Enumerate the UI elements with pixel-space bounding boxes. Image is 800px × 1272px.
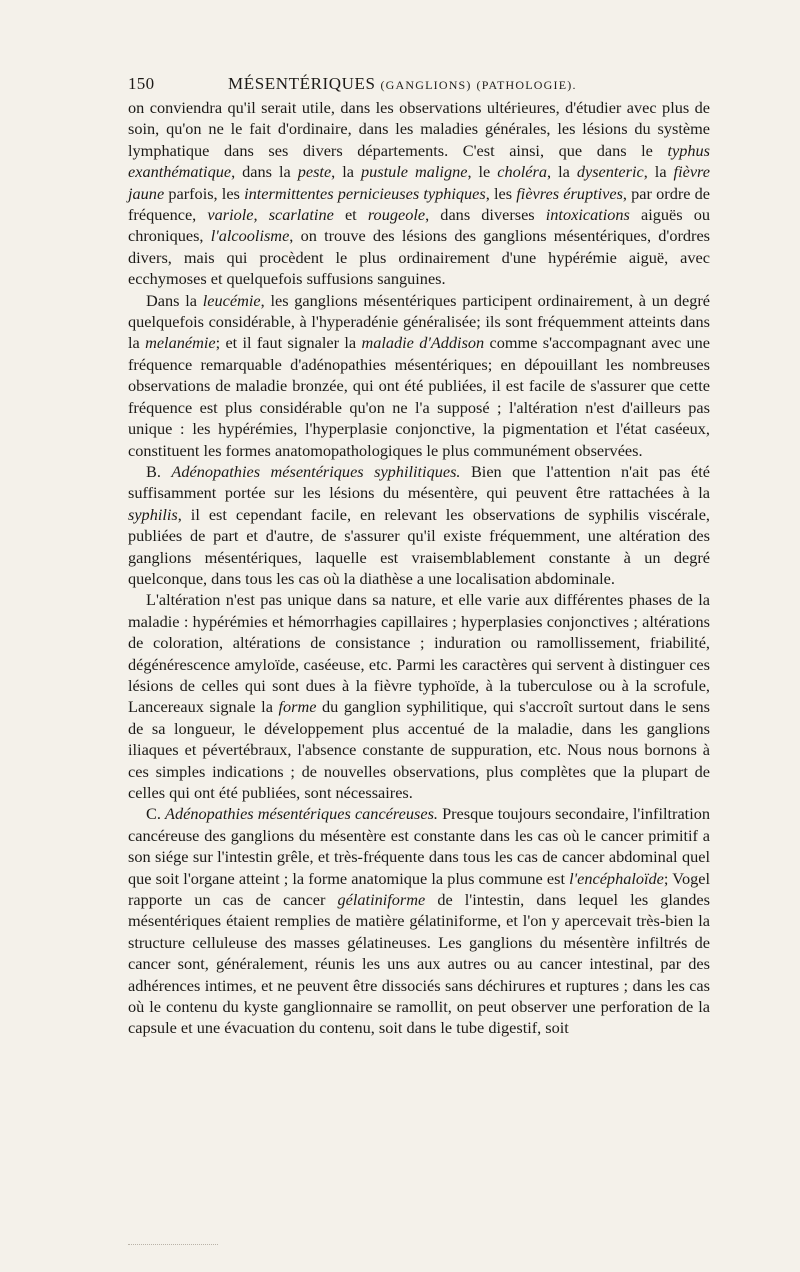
footer-rule [128, 1244, 218, 1245]
text-segment: on conviendra qu'il serait utile, dans les observations ultérieures, d'étudier avec plus de soin, qu'on ne le fait d'ordinaire, dans les maladies générales, les lésions du système lymphatique dans ses divers départements. C'est ainsi, que dans le [128, 98, 710, 160]
italic-text: Adénopathies mésentériques syphilitiques. [171, 461, 461, 481]
italic-text: fièvres éruptives [516, 183, 623, 203]
running-title-sub2: (PATHOLOGIE). [476, 78, 577, 92]
running-title [228, 74, 577, 94]
text-segment: , par ordre de fréquence, [128, 183, 711, 225]
text-segment: ; Vogel rapporte un cas de cancer [128, 868, 710, 910]
text-segment: parfois, les [164, 183, 245, 203]
text-segment: , la [331, 162, 361, 182]
italic-text: variole, scarlatine [207, 205, 334, 225]
italic-text: rougeole [367, 205, 426, 225]
text-segment: , il est cependant facile, en relevant les observations de syphilis viscérale, publiées de part et d'autre, de s'assurer qu'il existe fréquemment, une altération des ganglions mésentériques, laquelle est vraisemblablement constante à un degré quelconque, dans tous les cas où la diathèse a une localisation abdominale. [128, 504, 710, 588]
text-segment: , les ganglions mésentériques participent ordinairement, à un degré quelquefois considérable, à l'hyperadénie généralisée; ils sont fréquemment atteints dans la [128, 290, 710, 353]
text-segment: , on trouve des lésions des ganglions mésentériques, d'ordres divers, mais qui procèdent le plus ordinairement d'une hypérémie aiguë, avec ecchymoses et quelquefois suffusions sanguines. [128, 226, 711, 289]
italic-text: maladie d'Addison [361, 333, 485, 353]
italic-text: l'alcoolisme [210, 226, 290, 246]
text-segment: B. [146, 461, 172, 481]
italic-text: peste [297, 162, 332, 182]
text-segment: de l'intestin, dans lequel les glandes mésentériques étaient remplies de matière gélatiniforme, et l'on y apercevait très-bien la structure celluleuse des masses gélatineuses. Les ganglions du mésentère infiltrés de cancer sont, généralement, réunis les uns aux autres ou au cancer intestinal, par des adhérences intimes, et ne peuvent être dissociés sans déchirures et ruptures ; dans les cas où le contenu du kyste ganglionnaire se ramollit, on peut observer une perforation de la capsule et une évacuation du contenu, soit dans le tube digestif, soit [128, 890, 710, 1038]
italic-text: melanémie [145, 333, 216, 353]
text-segment: , la [643, 162, 674, 182]
italic-text: syphilis [128, 504, 178, 524]
text-segment: , dans diverses [425, 205, 546, 225]
text-segment: L'altération n'est pas unique dans sa nature, et elle varie aux différentes phases de la maladie : hypérémies et hémorrhagies capillaires ; hyperplasies conjonctives ; altérations de coloration, altérations de consistance ; induration ou ramollissement, friabilité, dégénérescence amyloïde, caséeuse, etc. Parmi les caractères qui servent à distinguer ces lésions de celles qui sont dues à la fièvre typhoïde, à la tuberculose ou à la scrofule, Lancereaux signale la [128, 590, 710, 717]
italic-text: leucémie [202, 290, 261, 310]
italic-text: dysenteric [576, 162, 644, 182]
page-header [128, 74, 708, 96]
text-segment: aiguës ou chroniques, [128, 205, 711, 246]
paragraph [128, 589, 710, 803]
text-segment: C. [146, 804, 166, 824]
text-segment: , dans la [231, 162, 298, 182]
text-segment: Bien que l'attention n'ait pas été suffisamment portée sur les lésions du mésentère, qui peuvent être rattachées à la [128, 461, 710, 503]
italic-text: pustule maligne [360, 162, 468, 182]
italic-text: Adénopathies mésentériques cancéreuses. [165, 804, 438, 824]
italic-text: l'encéphaloïde [569, 868, 664, 888]
text-segment: comme s'accompagnant avec une fréquence remarquable d'adénopathies mésentériques; en dépouillant les nombreuses observations de maladie bronzée, qui ont été publiées, il est facile de s'assurer que cette fréquence est plus considérable qu'on ne l'a supposé ; l'altération n'est d'ailleurs pas unique : les hypérémies, l'hyperplasie conjonctive, la pigmentation et l'état caséeux, constituent les formes anatomopathologiques le plus communément observées. [128, 333, 711, 460]
running-title-main: MÉSENTÉRIQUES [228, 74, 376, 93]
body-text [128, 97, 710, 1039]
italic-text: typhus exanthématique [128, 140, 710, 182]
paragraph [128, 290, 710, 461]
text-segment: , la [547, 162, 577, 182]
text-segment: Presque toujours secondaire, l'infiltration cancéreuse des ganglions du mésentère est constante dans les cas où le cancer primitif a son siége sur l'intestin grêle, et très-fréquente dans tous les cas de cancer abdominal quel que soit l'organe atteint ; la forme anatomique la plus commune est [128, 804, 710, 888]
paragraph [128, 461, 710, 589]
text-segment: , le [467, 162, 498, 182]
text-segment: du ganglion syphilitique, qui s'accroît surtout dans le sens de sa longueur, le développement plus accentué de la maladie, dans les ganglions iliaques et pévertébraux, l'absence constante de suppuration, etc. Nous nous bornons à ces simples indications ; de nouvelles observations, plus complètes que la plupart de celles qui ont été publiées, sont nécessaires. [128, 697, 710, 802]
italic-text: intermittentes pernicieuses typhiques [244, 183, 486, 203]
italic-text: forme [278, 697, 317, 717]
italic-text: fièvre jaune [128, 162, 711, 203]
italic-text: intoxications [545, 205, 630, 225]
text-segment: ; et il faut signaler la [215, 333, 362, 353]
text-segment: et [333, 205, 368, 225]
text-segment: Dans la [146, 290, 203, 310]
paragraph [128, 97, 710, 290]
text-segment: , les [485, 183, 517, 203]
italic-text: gélatiniforme [337, 890, 426, 910]
paragraph [128, 803, 710, 1038]
page-number: 150 [128, 74, 155, 93]
running-title-sub1: (GANGLIONS) [380, 78, 472, 92]
italic-text: choléra [497, 162, 548, 182]
